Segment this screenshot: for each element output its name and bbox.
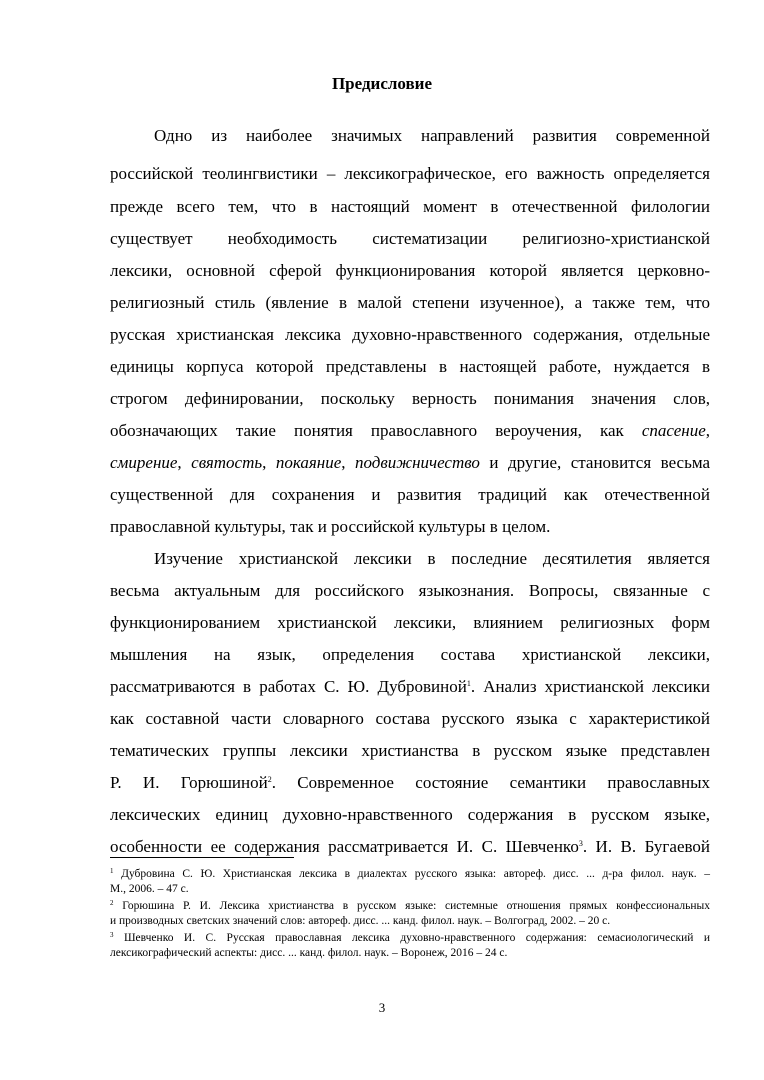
text-span: . Анализ христианской лексики <box>470 677 710 696</box>
italic-term: святость <box>191 453 263 472</box>
text-span: , <box>341 453 355 472</box>
italic-term: подвижничество <box>355 453 480 472</box>
text-span: обозначающих такие понятия православного вероучения, как <box>110 421 642 440</box>
footnote-number: 3 <box>110 931 114 939</box>
italic-term: покаяние <box>275 453 342 472</box>
text-line <box>110 772 710 794</box>
footnote-line: и производных светских значений слов: автореф. дисс. ... канд. филол. наук. – Волгоград, 2002. – 20 с. <box>110 915 611 927</box>
text-span: , <box>705 421 710 440</box>
footnote-line <box>110 867 710 882</box>
footnote-text: Дубровина С. Ю. Христианская лексика в диалектах русского языка: автореф. дисс. ... д-ра филол. наук. – <box>113 868 710 880</box>
text-line: православной культуры, так и российской культуры в целом. <box>110 517 551 536</box>
text-span: . Современное состояние семантики православных <box>271 773 710 792</box>
text-line: единицы корпуса которой представлены в настоящей работе, нуждается в <box>110 357 710 376</box>
footnote-ref[interactable]: 1 <box>466 679 471 688</box>
text-line: лексики, основной сферой функционирования которой является церковно- <box>110 261 710 280</box>
footnote-text: Горюшина Р. И. Лексика христианства в русском языке: системные отношения прямых конфессиональных <box>113 900 710 912</box>
text-span: . И. В. Бугаевой <box>582 837 710 856</box>
text-line: российской теолингвистики – лексикографическое, его важность определяется <box>110 164 710 183</box>
footnote-line <box>110 899 710 914</box>
text-line <box>110 420 710 442</box>
italic-term: смирение <box>110 453 178 472</box>
text-line: Изучение христианской лексики в последние десятилетия является <box>154 549 710 568</box>
footnote-ref[interactable]: 3 <box>578 839 583 848</box>
text-line: религиозный стиль (явление в малой степени изученное), а также тем, что <box>110 293 710 312</box>
text-span: , <box>262 453 276 472</box>
text-line: прежде всего тем, что в настоящий момент в отечественной филологии <box>110 197 710 216</box>
text-span: особенности ее содержания рассматривается И. С. Шевченко <box>110 837 579 856</box>
text-line: мышления на язык, определения состава христианской лексики, <box>110 645 710 664</box>
text-span: и другие, становится весьма <box>479 453 711 472</box>
text-line: строгом дефинировании, поскольку верность понимания значения слов, <box>110 389 710 408</box>
page-number: 3 <box>378 1000 386 1015</box>
footnote-separator <box>110 857 294 858</box>
text-span: рассматриваются в работах С. Ю. Дубровиной <box>110 677 467 696</box>
text-line <box>110 676 710 698</box>
text-span: Р. И. Горюшиной <box>110 773 268 792</box>
footnote-number: 1 <box>110 867 114 875</box>
footnote-number: 2 <box>110 899 114 907</box>
text-line: существует необходимость систематизации религиозно-христианской <box>110 229 710 248</box>
text-line: Одно из наиболее значимых направлений развития современной <box>154 126 710 145</box>
text-line: весьма актуальным для российского языкознания. Вопросы, связанные с <box>110 581 710 600</box>
footnote-ref[interactable]: 2 <box>267 775 272 784</box>
text-line <box>110 836 710 858</box>
page-title: Предисловие <box>331 74 433 93</box>
text-span: , <box>177 453 192 472</box>
italic-term: спасение <box>641 421 706 440</box>
text-line: русская христианская лексика духовно-нравственного содержания, отдельные <box>110 325 710 344</box>
footnote-line <box>110 931 710 946</box>
text-line: функционированием христианской лексики, влиянием религиозных форм <box>110 613 710 632</box>
text-line: тематических группы лексики христианства в русском языке представлен <box>110 741 710 760</box>
text-line <box>110 452 710 474</box>
footnote-line: лексикографический аспекты: дисс. ... канд. филол. наук. – Воронеж, 2016 – 24 с. <box>110 947 508 959</box>
text-line: лексических единиц духовно-нравственного содержания в русском языке, <box>110 805 710 824</box>
text-line: существенной для сохранения и развития традиций как отечественной <box>110 485 710 504</box>
footnote-text: Шевченко И. С. Русская православная лексика духовно-нравственного содержания: семасиологический и <box>113 932 710 944</box>
footnote-line: М., 2006. – 47 с. <box>110 883 189 895</box>
text-line: как составной части словарного состава русского языка с характеристикой <box>110 709 710 728</box>
